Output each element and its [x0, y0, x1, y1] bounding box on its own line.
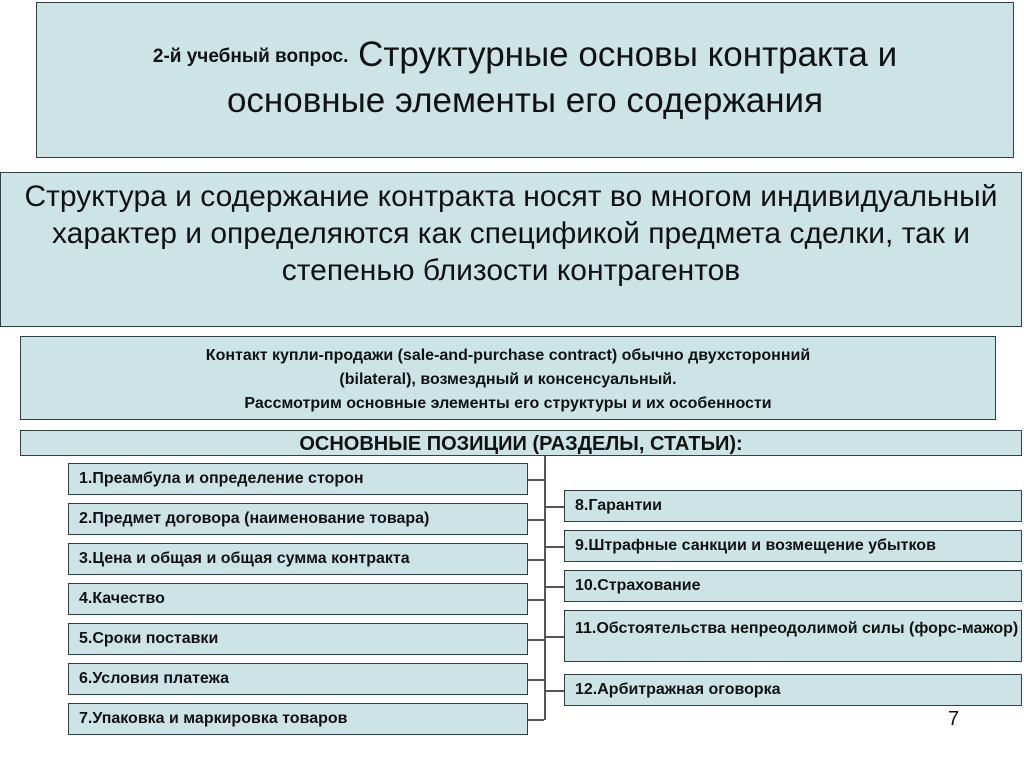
question-prefix: 2-й учебный вопрос. [152, 46, 349, 67]
connector-left-5 [528, 639, 544, 641]
section-item-3: 3.Цена и общая и общая сумма контракта [68, 543, 528, 575]
section-item-12: 12.Арбитражная оговорка [564, 674, 1022, 706]
connector-right-10 [546, 586, 564, 588]
connector-right-11 [546, 636, 564, 638]
section-item-11: 11.Обстоятельства непреодолимой силы (форс-мажор) [564, 610, 1022, 662]
connector-right-9 [546, 546, 564, 548]
title-text-line1: Структурные основы контракта и [358, 35, 898, 74]
contract-description-line2: (bilateral), возмездный и консенсуальный. [339, 371, 677, 388]
connector-left-1 [528, 479, 544, 481]
section-item-4: 4.Качество [68, 583, 528, 615]
connector-trunk [544, 456, 546, 720]
connector-left-4 [528, 599, 544, 601]
slide-title-line2: основные элементы его содержания [226, 81, 824, 120]
contract-description-line1: Контакт купли-продажи (sale-and-purchase contract) обычно двухсторонний [205, 347, 811, 364]
slide-title-line1 [37, 33, 1013, 79]
connector-left-6 [528, 679, 544, 681]
contract-description-line3: Рассмотрим основные элементы его структуры и их особенности [244, 395, 772, 412]
section-item-6: 6.Условия платежа [68, 663, 528, 695]
section-item-10: 10.Страхование [564, 570, 1022, 602]
section-item-7: 7.Упаковка и маркировка товаров [68, 703, 528, 735]
section-item-2: 2.Предмет договора (наименование товара) [68, 503, 528, 535]
sections-header: ОСНОВНЫЕ ПОЗИЦИИ (РАЗДЕЛЫ, СТАТЬИ): [20, 430, 1022, 456]
section-item-1: 1.Преамбула и определение сторон [68, 463, 528, 495]
connector-left-2 [528, 519, 544, 521]
section-item-8: 8.Гарантии [564, 490, 1022, 522]
statement-box: Структура и содержание контракта носят во многом индивидуальный характер и определяются как спецификой предмета сделки, так и степенью близости контрагентов [0, 172, 1022, 327]
connector-left-3 [528, 559, 544, 561]
section-item-5: 5.Сроки поставки [68, 623, 528, 655]
title-box [36, 2, 1014, 158]
section-item-9: 9.Штрафные санкции и возмещение убытков [564, 530, 1022, 562]
contract-description-box [20, 336, 996, 420]
connector-left-7 [528, 719, 544, 721]
connector-right-12 [546, 690, 564, 692]
page-number: 7 [948, 708, 960, 730]
connector-right-8 [546, 506, 564, 508]
